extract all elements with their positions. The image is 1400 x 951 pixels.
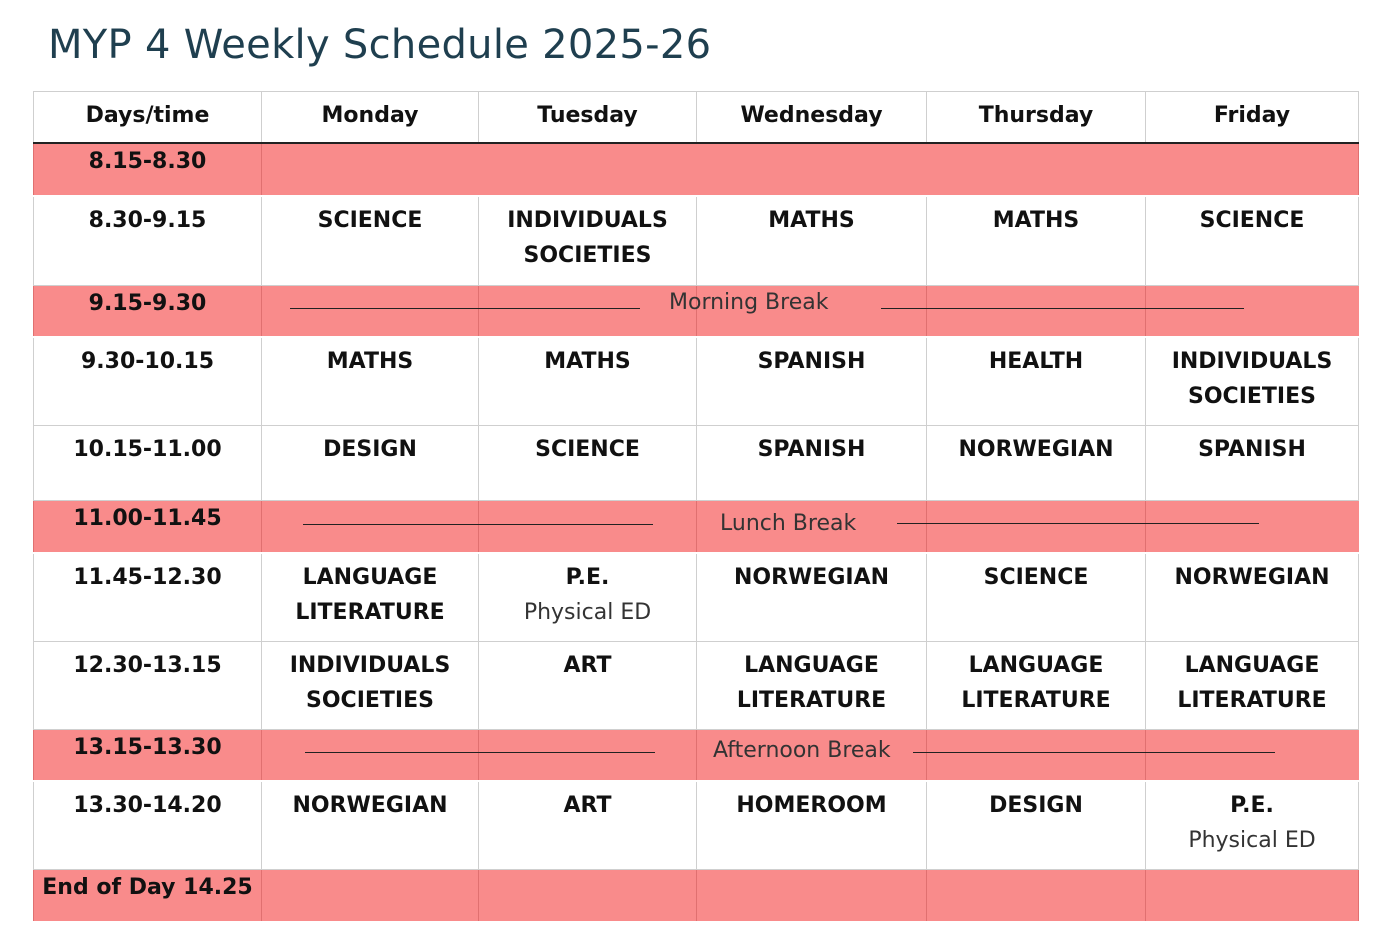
- class-cell: [478, 554, 696, 641]
- class-cell: [261, 554, 478, 641]
- class-cell: [926, 554, 1145, 641]
- subject: LITERATURE: [295, 600, 445, 625]
- break-line: [897, 523, 1259, 524]
- class-cell: [926, 426, 1145, 500]
- break-line: [290, 308, 640, 309]
- subject: LITERATURE: [1177, 688, 1327, 713]
- time-cell: 9.15-9.30: [33, 286, 261, 336]
- subject: HOMEROOM: [736, 793, 887, 818]
- break-label: Morning Break: [669, 290, 829, 315]
- subject: NORWEGIAN: [958, 437, 1114, 462]
- class-cell: [696, 782, 926, 869]
- subject-detail: Physical ED: [1188, 828, 1316, 853]
- subject: ART: [563, 653, 612, 678]
- break-row: [33, 870, 1359, 923]
- subject: SOCIETIES: [523, 243, 652, 268]
- break-row: [33, 144, 1359, 197]
- break-row: [33, 730, 1359, 782]
- subject: NORWEGIAN: [733, 565, 890, 590]
- subject: NORWEGIAN: [1174, 565, 1330, 590]
- class-cell: [1145, 782, 1359, 869]
- break-span: [261, 144, 1359, 195]
- subject: SCIENCE: [317, 208, 423, 233]
- subject: MATHS: [992, 208, 1080, 233]
- break-line: [303, 524, 653, 525]
- subject: MATHS: [544, 349, 631, 374]
- table-row: [33, 554, 1359, 642]
- subject: SPANISH: [1198, 437, 1306, 462]
- subject: P.E.: [565, 565, 610, 590]
- schedule-table: [33, 91, 1359, 923]
- page-title: MYP 4 Weekly Schedule 2025-26: [48, 22, 712, 68]
- subject: SCIENCE: [535, 437, 640, 462]
- class-cell: [696, 426, 926, 500]
- subject: MATHS: [768, 208, 855, 233]
- subject: SPANISH: [757, 349, 866, 374]
- table-row: [33, 782, 1359, 870]
- header-days-time: Days/time: [33, 92, 261, 142]
- subject: SOCIETIES: [306, 688, 434, 713]
- time-cell: 8.15-8.30: [33, 144, 261, 195]
- table-row: [33, 642, 1359, 730]
- class-cell: [1145, 426, 1359, 500]
- time-cell: 12.30-13.15: [33, 642, 261, 729]
- subject: NORWEGIAN: [292, 793, 448, 818]
- class-cell: [261, 642, 478, 729]
- subject: LITERATURE: [961, 688, 1111, 713]
- time-cell: End of Day 14.25: [33, 870, 261, 921]
- subject-detail: Physical ED: [523, 600, 652, 625]
- class-cell: [478, 197, 696, 285]
- class-cell: [478, 642, 696, 729]
- subject: DESIGN: [989, 793, 1083, 818]
- class-cell: [261, 426, 478, 500]
- subject: SOCIETIES: [1188, 384, 1316, 409]
- class-cell: [926, 642, 1145, 729]
- subject: INDIVIDUALS: [1171, 349, 1333, 374]
- break-line: [881, 308, 1244, 309]
- table-row: [33, 426, 1359, 501]
- break-label: Lunch Break: [720, 511, 857, 536]
- subject: LANGUAGE: [1184, 653, 1320, 678]
- subject: INDIVIDUALS: [289, 653, 451, 678]
- break-row: [33, 501, 1359, 554]
- header-wednesday: Wednesday: [696, 92, 926, 142]
- class-cell: [926, 338, 1145, 425]
- break-label: Afternoon Break: [713, 738, 891, 763]
- subject: INDIVIDUALS: [507, 208, 668, 233]
- class-cell: [1145, 642, 1359, 729]
- class-cell: [1145, 197, 1359, 285]
- header-friday: Friday: [1145, 92, 1359, 142]
- subject: SCIENCE: [983, 565, 1089, 590]
- subject: HEALTH: [988, 349, 1084, 374]
- header-tuesday: Tuesday: [478, 92, 696, 142]
- class-cell: [1145, 338, 1359, 425]
- class-cell: [926, 197, 1145, 285]
- subject: SPANISH: [757, 437, 866, 462]
- subject: LITERATURE: [736, 688, 887, 713]
- break-line: [305, 752, 655, 753]
- subject: P.E.: [1230, 793, 1274, 818]
- subject: MATHS: [326, 349, 414, 374]
- time-cell: 10.15-11.00: [33, 426, 261, 500]
- break-line: [913, 752, 1275, 753]
- break-row: [33, 286, 1359, 338]
- table-row: [33, 197, 1359, 286]
- time-cell: 13.15-13.30: [33, 730, 261, 780]
- subject: LANGUAGE: [744, 653, 879, 678]
- subject: ART: [563, 793, 612, 818]
- table-row: [33, 338, 1359, 426]
- time-cell: 11.00-11.45: [33, 501, 261, 552]
- class-cell: [696, 338, 926, 425]
- class-cell: [261, 782, 478, 869]
- header-monday: Monday: [261, 92, 478, 142]
- class-cell: [926, 782, 1145, 869]
- time-cell: 8.30-9.15: [33, 197, 261, 285]
- class-cell: [478, 426, 696, 500]
- class-cell: [261, 197, 478, 285]
- class-cell: [478, 338, 696, 425]
- subject: LANGUAGE: [968, 653, 1104, 678]
- time-cell: 13.30-14.20: [33, 782, 261, 869]
- class-cell: [696, 554, 926, 641]
- class-cell: [478, 782, 696, 869]
- time-cell: 9.30-10.15: [33, 338, 261, 425]
- subject: SCIENCE: [1199, 208, 1305, 233]
- class-cell: [696, 642, 926, 729]
- subject: LANGUAGE: [302, 565, 438, 590]
- time-cell: 11.45-12.30: [33, 554, 261, 641]
- header-thursday: Thursday: [926, 92, 1145, 142]
- header-row: [33, 91, 1359, 144]
- class-cell: [1145, 554, 1359, 641]
- class-cell: [261, 338, 478, 425]
- class-cell: [696, 197, 926, 285]
- subject: DESIGN: [323, 437, 417, 462]
